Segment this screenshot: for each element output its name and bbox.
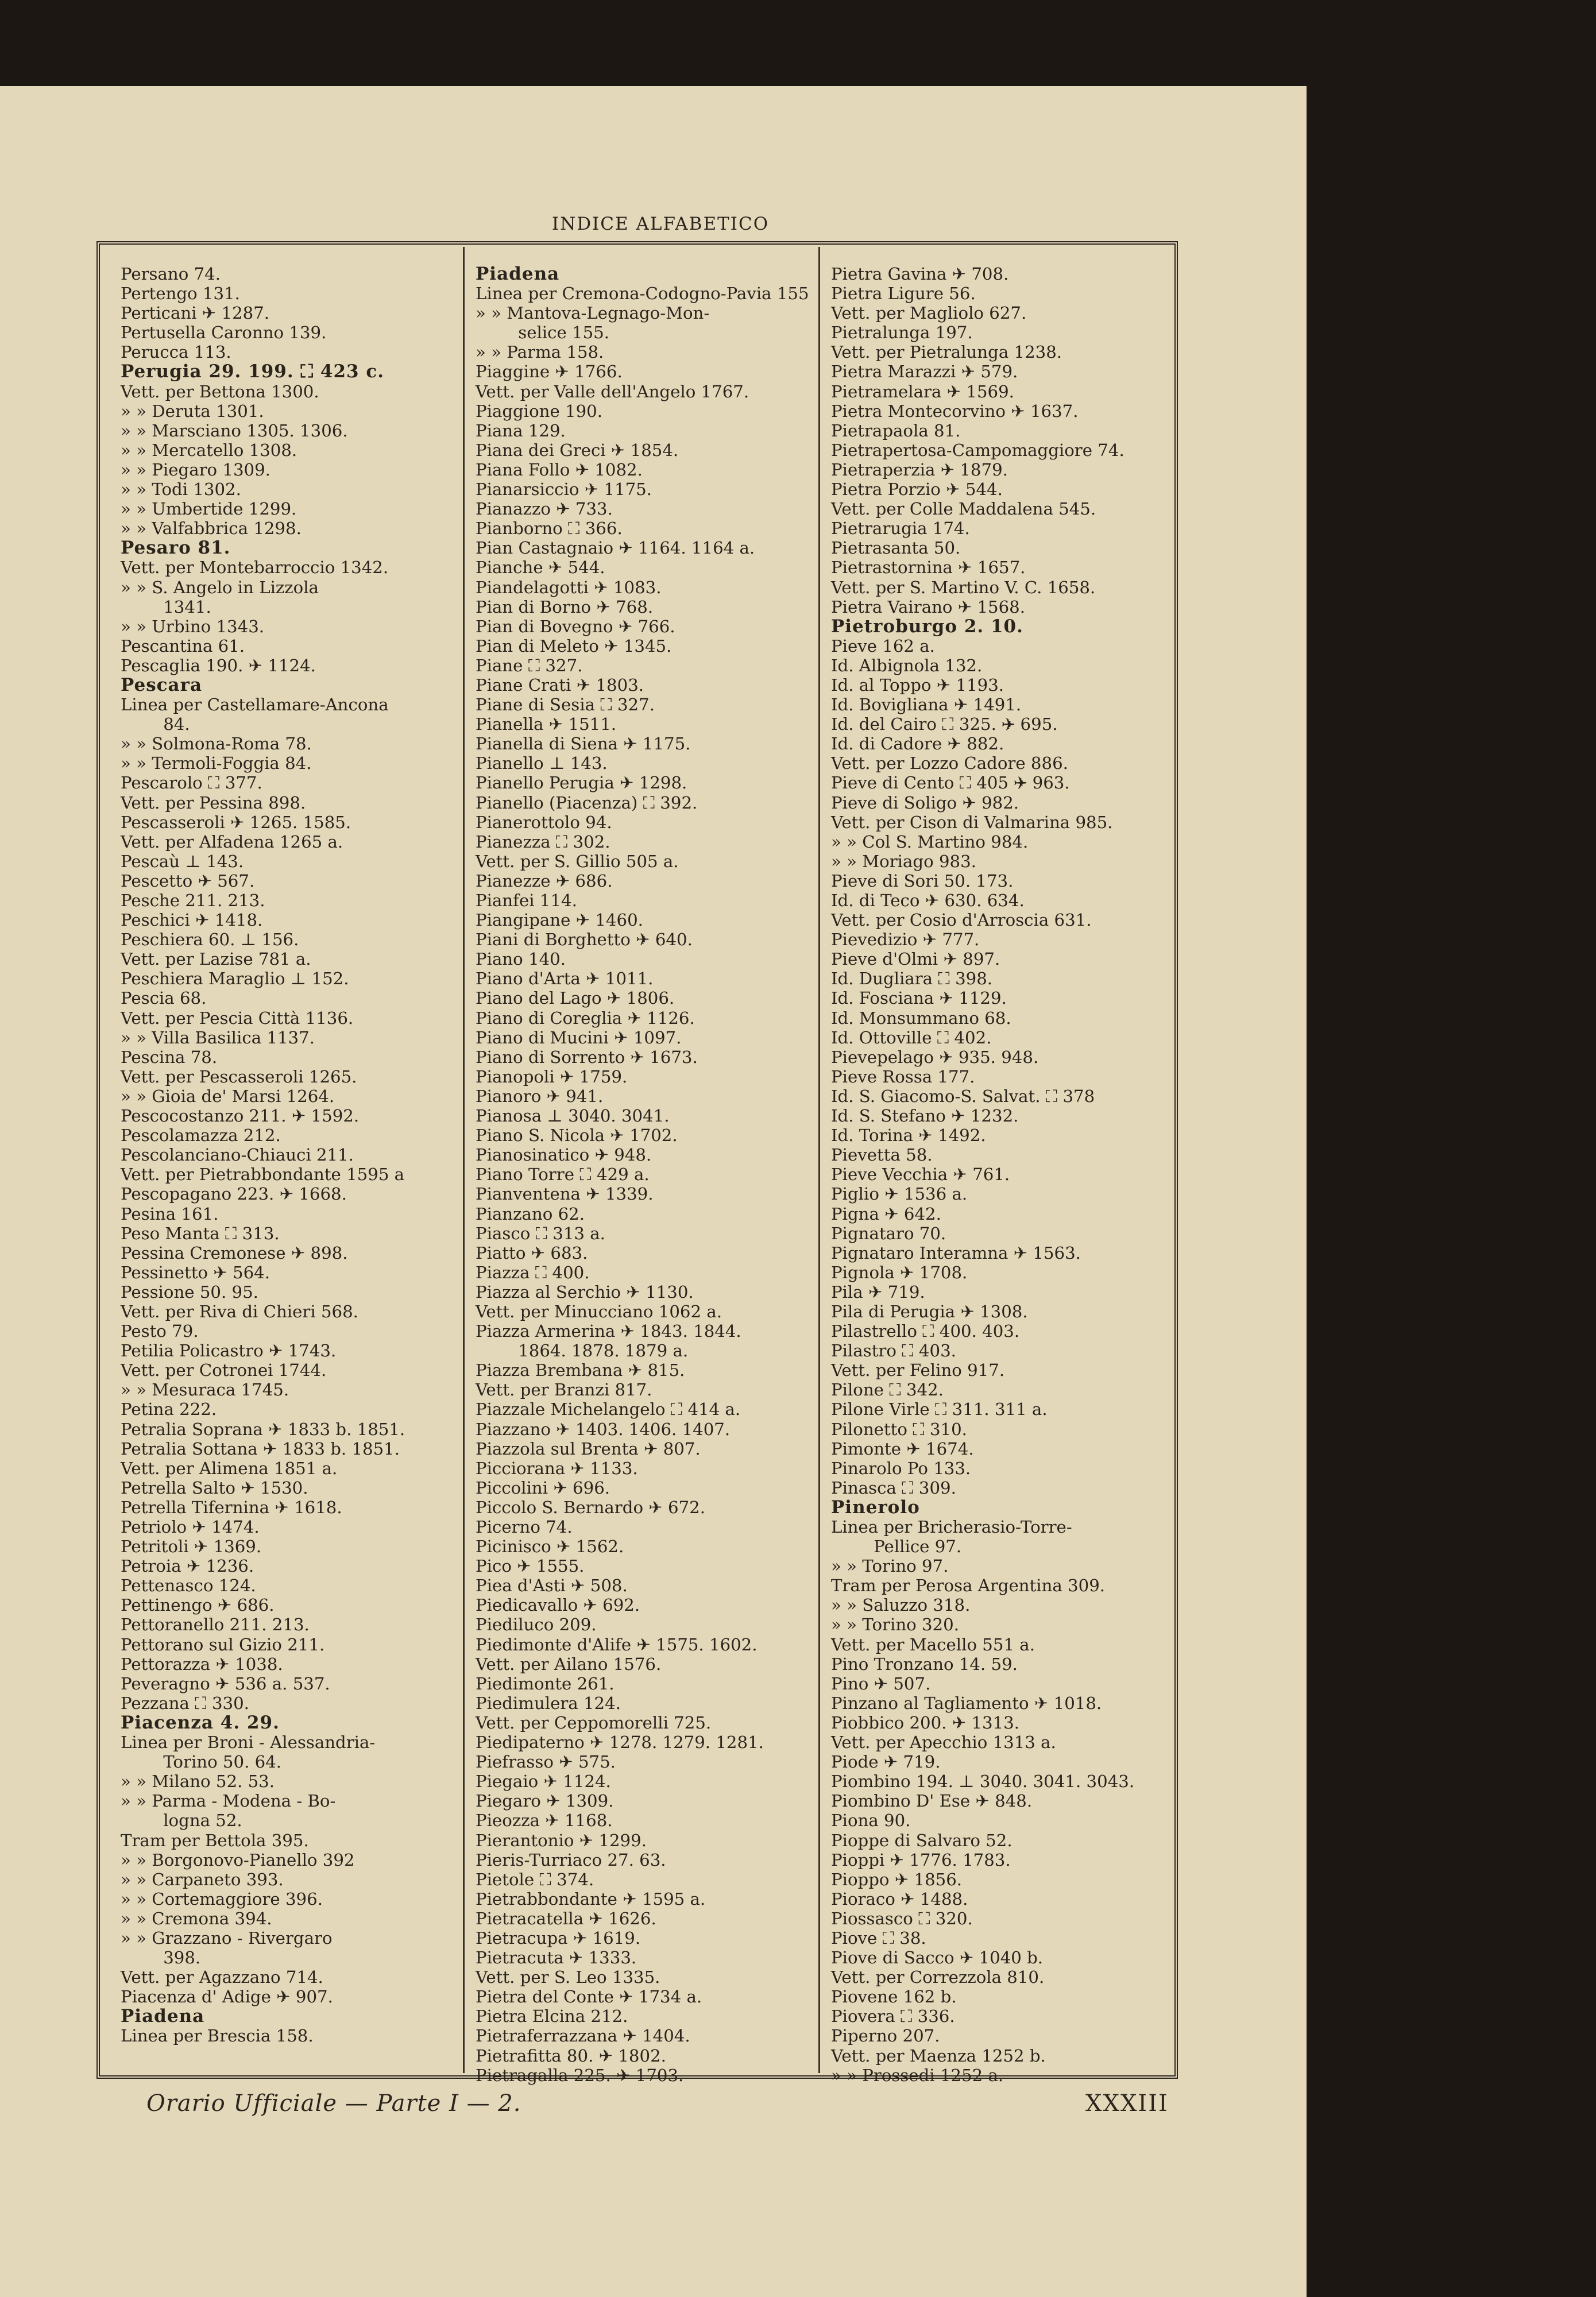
index-entry: Pescolanciano-Chiauci 211. — [121, 1145, 354, 1165]
index-entry: Linea per Cremona-Codogno-Pavia 155 — [476, 284, 809, 304]
index-entry: Pescia 68. — [121, 988, 207, 1008]
index-entry: Pignataro Interamna ✈ 1563. — [831, 1243, 1081, 1263]
index-entry: Id. Albignola 132. — [831, 655, 983, 675]
index-entry: Piazza ⛶ 400. — [476, 1262, 590, 1282]
index-entry: Piazzano ✈ 1403. 1406. 1407. — [476, 1419, 731, 1439]
index-entry: » » Solmona-Roma 78. — [121, 734, 312, 754]
index-entry: Picinisco ✈ 1562. — [476, 1537, 624, 1557]
index-entry: Tram per Bettola 395. — [121, 1830, 309, 1850]
index-entry: Petrella Salto ✈ 1530. — [121, 1478, 308, 1498]
index-entry: Vett. per Alfadena 1265 a. — [121, 832, 343, 852]
index-entry: Pessione 50. 95. — [121, 1282, 258, 1302]
index-entry: Peveragno ✈ 536 a. 537. — [121, 1673, 330, 1693]
index-entry: Piccolo S. Bernardo ✈ 672. — [476, 1497, 706, 1517]
index-entry: Id. Ottoville ⛶ 402. — [831, 1027, 992, 1047]
index-entry: Pesto 79. — [121, 1321, 199, 1341]
index-entry: Pian di Borno ✈ 768. — [476, 597, 654, 617]
index-entry: Linea per Castellamare-Ancona — [121, 695, 389, 715]
index-entry: Pianella ✈ 1511. — [476, 714, 617, 734]
index-entry: Pianarsiccio ✈ 1175. — [476, 479, 652, 500]
index-entry: Vett. per Macello 551 a. — [831, 1634, 1035, 1654]
index-entry: Pianella di Siena ✈ 1175. — [476, 734, 691, 754]
index-entry: Pessinetto ✈ 564. — [121, 1262, 270, 1282]
index-entry: » » Moriago 983. — [831, 851, 976, 871]
index-entry: Pieve Rossa 177. — [831, 1066, 975, 1086]
index-entry: » » Parma - Modena - Bo- — [121, 1791, 336, 1811]
index-entry: » » Umbertide 1299. — [121, 499, 297, 519]
index-entry: Pietracupa ✈ 1619. — [476, 1928, 641, 1948]
index-entry: Pianopoli ✈ 1759. — [476, 1066, 628, 1086]
index-entry: Piana Follo ✈ 1082. — [476, 459, 643, 479]
index-entry: Id. Fosciana ✈ 1129. — [831, 988, 1007, 1008]
index-column-2 — [476, 264, 817, 2085]
index-entry: Pila di Perugia ✈ 1308. — [831, 1301, 1028, 1321]
index-entry: Pettenasco 124. — [121, 1576, 256, 1596]
index-entry: Vett. per Maenza 1252 b. — [831, 2045, 1046, 2066]
index-entry: Pianello Perugia ✈ 1298. — [476, 773, 687, 793]
index-entry: Peso Manta ⛶ 313. — [121, 1223, 280, 1243]
index-entry: Vett. per Minucciano 1062 a. — [476, 1301, 722, 1321]
index-entry: Pianosinatico ✈ 948. — [476, 1145, 652, 1165]
index-entry: Piove di Sacco ✈ 1040 b. — [831, 1948, 1044, 1968]
index-entry: Pioraco ✈ 1488. — [831, 1889, 968, 1909]
index-entry: Piane di Sesia ⛶ 327. — [476, 695, 655, 715]
index-entry: Pietrapertosa-Campomaggiore 74. — [831, 440, 1124, 460]
index-entry: Vett. per Pescia Città 1136. — [121, 1008, 354, 1028]
index-entry: Torino 50. 64. — [121, 1752, 282, 1772]
index-entry: Vett. per Pietralunga 1238. — [831, 342, 1062, 362]
index-entry: Pezzana ⛶ 330. — [121, 1693, 249, 1713]
index-entry: » » Grazzano - Rivergaro — [121, 1928, 333, 1948]
index-entry: » » Milano 52. 53. — [121, 1772, 275, 1792]
index-entry: Piovera ⛶ 336. — [831, 2006, 955, 2027]
index-entry: Pianello (Piacenza) ⛶ 392. — [476, 792, 698, 813]
index-entry: Pianezze ✈ 686. — [476, 871, 613, 891]
footer-title: Orario Ufficiale — Parte I — 2. — [146, 2090, 521, 2117]
index-entry: Piani di Borghetto ✈ 640. — [476, 930, 693, 950]
index-entry: Pesina 161. — [121, 1204, 219, 1224]
index-entry: Pianezza ⛶ 302. — [476, 832, 610, 852]
index-entry: Pietra Marazzi ✈ 579. — [831, 362, 1018, 382]
index-entry: Id. di Cadore ✈ 882. — [831, 734, 1004, 754]
index-entry: Id. di Teco ✈ 630. 634. — [831, 891, 1025, 910]
index-entry: Pietra Porzio ✈ 544. — [831, 479, 1003, 500]
index-entry: Vett. per Pescasseroli 1265. — [121, 1066, 357, 1086]
index-entry: Pietrastornina ✈ 1657. — [831, 558, 1026, 578]
index-entry: Pian di Bovegno ✈ 766. — [476, 616, 675, 636]
index-entry: Pietole ⛶ 374. — [476, 1869, 594, 1889]
index-entry: » » Urbino 1343. — [121, 616, 265, 636]
index-entry: » » Todi 1302. — [121, 479, 241, 500]
index-entry: Pinzano al Tagliamento ✈ 1018. — [831, 1693, 1102, 1713]
index-entry: Pioppe di Salvaro 52. — [831, 1830, 1013, 1850]
index-entry: Peschici ✈ 1418. — [121, 910, 263, 930]
index-entry: Pinarolo Po 133. — [831, 1458, 971, 1478]
index-entry: Petritoli ✈ 1369. — [121, 1537, 262, 1557]
index-entry: Perticani ✈ 1287. — [121, 303, 270, 323]
index-entry: Pianche ✈ 544. — [476, 558, 605, 578]
index-entry: » » Mantova-Legnago-Mon- — [476, 303, 710, 323]
index-entry: Piazza Brembana ✈ 815. — [476, 1360, 685, 1380]
index-entry: Pescantina 61. — [121, 636, 245, 656]
index-entry: Pietra Gavina ✈ 708. — [831, 264, 1009, 284]
index-entry: Pietraperzia ✈ 1879. — [831, 459, 1008, 479]
index-entry: Vett. per Apecchio 1313 a. — [831, 1733, 1056, 1753]
index-entry: Piano del Lago ✈ 1806. — [476, 988, 675, 1008]
index-entry: Piediluco 209. — [476, 1615, 597, 1635]
index-entry: Pietrabbondante ✈ 1595 a. — [476, 1889, 706, 1909]
index-entry: Pioppo ✈ 1856. — [831, 1869, 963, 1889]
index-entry: Pignola ✈ 1708. — [831, 1262, 968, 1282]
index-entry: Vett. per Montebarroccio 1342. — [121, 558, 389, 578]
index-entry: Vett. per Ailano 1576. — [476, 1654, 662, 1674]
index-entry: Pietra Vairano ✈ 1568. — [831, 597, 1026, 617]
index-entry: Pescarolo ⛶ 377. — [121, 773, 262, 793]
index-entry: Piombino 194. ⊥ 3040. 3041. 3043. — [831, 1772, 1135, 1792]
index-entry: Persano 74. — [121, 264, 221, 284]
index-entry: » » Piegaro 1309. — [121, 459, 270, 479]
index-entry: » » Mesuraca 1745. — [121, 1380, 289, 1400]
index-entry: Pellice 97. — [831, 1537, 962, 1557]
index-entry: » » Marsciano 1305. 1306. — [121, 420, 348, 440]
index-entry: Pieve di Soligo ✈ 982. — [831, 792, 1019, 813]
index-entry: Vett. per Cison di Valmarina 985. — [831, 812, 1113, 832]
index-entry: Pietra Montecorvino ✈ 1637. — [831, 401, 1079, 421]
index-entry: Pilonetto ⛶ 310. — [831, 1419, 967, 1439]
index-entry: 1341. — [121, 597, 211, 617]
index-entry: Vett. per Alimena 1851 a. — [121, 1458, 338, 1478]
index-entry: Pescaglia 190. ✈ 1124. — [121, 655, 316, 675]
index-entry: Piegaio ✈ 1124. — [476, 1772, 611, 1792]
index-entry: Pietra Ligure 56. — [831, 284, 976, 304]
index-entry: 84. — [121, 714, 190, 734]
index-entry: Vett. per Bettona 1300. — [121, 381, 319, 401]
index-entry: Vett. per Branzi 817. — [476, 1380, 652, 1400]
index-entry: Pieve 162 a. — [831, 636, 935, 656]
index-entry: Piccolini ✈ 696. — [476, 1478, 610, 1498]
index-entry: » » Col S. Martino 984. — [831, 832, 1029, 852]
index-entry: Linea per Brescia 158. — [121, 2026, 314, 2046]
index-entry: Id. del Cairo ⛶ 325. ✈ 695. — [831, 714, 1058, 734]
index-entry: Pescetto ✈ 567. — [121, 871, 255, 891]
index-entry: Pessina Cremonese ✈ 898. — [121, 1243, 348, 1263]
index-entry: Piana dei Greci ✈ 1854. — [476, 440, 679, 460]
index-entry: » » Carpaneto 393. — [121, 1869, 284, 1889]
index-entry: Piazzale Michelangelo ⛶ 414 a. — [476, 1399, 741, 1420]
index-entry: » » S. Angelo in Lizzola — [121, 577, 319, 597]
index-entry: Piasco ⛶ 313 a. — [476, 1223, 605, 1243]
index-entry: » » Termoli-Foggia 84. — [121, 753, 312, 774]
index-entry: Pianoro ✈ 941. — [476, 1086, 604, 1106]
index-entry: » » Torino 320. — [831, 1615, 959, 1635]
index-entry: » » Cortemaggiore 396. — [121, 1889, 323, 1909]
index-entry: » » Prossedi 1252 a. — [831, 2065, 1004, 2085]
index-entry: Perucca 113. — [121, 342, 231, 362]
index-entry: Pigna ✈ 642. — [831, 1204, 941, 1224]
index-entry: Pietracatella ✈ 1626. — [476, 1908, 656, 1928]
index-entry: » » Valfabbrica 1298. — [121, 519, 302, 539]
index-entry: Pescina 78. — [121, 1047, 218, 1067]
index-entry: Pilone Virle ⛶ 311. 311 a. — [831, 1399, 1048, 1420]
index-entry: » » Cremona 394. — [121, 1908, 272, 1928]
index-entry: Pievedizio ✈ 777. — [831, 930, 980, 950]
index-entry: Id. Bovigliana ✈ 1491. — [831, 695, 1022, 715]
index-entry: Petina 222. — [121, 1399, 217, 1420]
index-entry: Piacenza 4. 29. — [121, 1712, 280, 1733]
index-entry: » » Mercatello 1308. — [121, 440, 297, 460]
index-entry: Vett. per Correzzola 810. — [831, 1967, 1045, 1987]
index-entry: » » Borgonovo-Pianello 392 — [121, 1850, 355, 1870]
index-entry: Pieve Vecchia ✈ 761. — [831, 1165, 1010, 1185]
index-entry: Vett. per Valle dell'Angelo 1767. — [476, 381, 749, 401]
index-entry: Pettinengo ✈ 686. — [121, 1595, 275, 1615]
index-entry: Id. S. Stefano ✈ 1232. — [831, 1106, 1019, 1126]
index-entry: Pesche 211. 213. — [121, 891, 265, 910]
index-entry: Petilia Policastro ✈ 1743. — [121, 1341, 337, 1361]
index-entry: Piacenza d' Adige ✈ 907. — [121, 1987, 333, 2007]
index-entry: Piea d'Asti ✈ 508. — [476, 1576, 628, 1596]
index-entry: Pioppi ✈ 1776. 1783. — [831, 1850, 1011, 1870]
index-entry: Pietrarugia 174. — [831, 519, 970, 539]
index-entry: Piano di Coreglia ✈ 1126. — [476, 1008, 695, 1028]
index-entry: Pianosa ⊥ 3040. 3041. — [476, 1106, 670, 1126]
index-entry: Pescaù ⊥ 143. — [121, 851, 244, 871]
index-entry: Pietramelara ✈ 1569. — [831, 381, 1014, 401]
index-entry: Picerno 74. — [476, 1517, 573, 1537]
index-entry: Vett. per S. Gillio 505 a. — [476, 851, 679, 871]
index-entry: Piano d'Arta ✈ 1011. — [476, 969, 654, 989]
index-entry: Pievepelago ✈ 935. 948. — [831, 1047, 1039, 1067]
index-entry: Piegaro ✈ 1309. — [476, 1791, 614, 1811]
index-entry: Pietrasanta 50. — [831, 538, 961, 558]
index-entry: Pietragalla 225. ✈ 1703. — [476, 2065, 684, 2085]
index-entry: Vett. per Agazzano 714. — [121, 1967, 323, 1987]
index-entry: Pettoranello 211. 213. — [121, 1615, 310, 1635]
index-entry: Pila ✈ 719. — [831, 1282, 925, 1302]
index-entry: Piatto ✈ 683. — [476, 1243, 588, 1263]
index-column-3 — [831, 264, 1164, 2085]
index-entry: 398. — [121, 1948, 201, 1968]
index-entry: » » Villa Basilica 1137. — [121, 1027, 315, 1047]
index-entry: Linea per Bricherasio-Torre- — [831, 1517, 1072, 1537]
index-entry: Id. Torina ✈ 1492. — [831, 1126, 986, 1146]
index-entry: Piano di Sorrento ✈ 1673. — [476, 1047, 698, 1067]
index-entry: Piazza Armerina ✈ 1843. 1844. — [476, 1321, 741, 1341]
index-column-1 — [121, 264, 454, 2062]
index-entry: Piobbico 200. ✈ 1313. — [831, 1712, 1020, 1733]
index-entry: Pino ✈ 507. — [831, 1673, 931, 1693]
index-entry: Pianerottolo 94. — [476, 812, 612, 832]
index-entry: Pietrafitta 80. ✈ 1802. — [476, 2045, 666, 2066]
index-entry: Id. Monsummano 68. — [831, 1008, 1011, 1028]
index-entry: Vett. per Lazise 781 a. — [121, 949, 311, 969]
index-entry: Piaggine ✈ 1766. — [476, 362, 623, 382]
index-entry: Piane ⛶ 327. — [476, 655, 583, 675]
index-entry: Piedimonte d'Alife ✈ 1575. 1602. — [476, 1634, 758, 1654]
index-entry: Id. al Toppo ✈ 1193. — [831, 675, 1004, 695]
index-entry: Pianborno ⛶ 366. — [476, 519, 623, 539]
index-entry: Vett. per Magliolo 627. — [831, 303, 1027, 323]
index-entry: » » Torino 97. — [831, 1556, 949, 1576]
index-entry: logna 52. — [121, 1811, 242, 1831]
index-entry: Pietra del Conte ✈ 1734 a. — [476, 1987, 702, 2007]
index-entry: Pimonte ✈ 1674. — [831, 1438, 974, 1459]
index-entry: Vett. per Lozzo Cadore 886. — [831, 753, 1068, 774]
index-entry: Pinerolo — [831, 1496, 920, 1518]
index-entry: Piano Torre ⛶ 429 a. — [476, 1165, 650, 1185]
column-divider-2 — [818, 247, 820, 2073]
index-entry: Pietracuta ✈ 1333. — [476, 1948, 637, 1968]
index-entry: Piglio ✈ 1536 a. — [831, 1184, 968, 1204]
index-entry: Piazza al Serchio ✈ 1130. — [476, 1282, 694, 1302]
index-entry: » » Saluzzo 318. — [831, 1595, 971, 1615]
index-entry: Pertengo 131. — [121, 284, 240, 304]
index-entry: Id. S. Giacomo-S. Salvat. ⛶ 378 — [831, 1086, 1095, 1106]
index-entry: Pesaro 81. — [121, 537, 231, 559]
index-entry: Petrella Tifernina ✈ 1618. — [121, 1497, 342, 1517]
index-entry: Piossasco ⛶ 320. — [831, 1908, 973, 1928]
index-entry: Pieve di Sori 50. 173. — [831, 871, 1014, 891]
index-entry: » » Deruta 1301. — [121, 401, 264, 421]
index-entry: » » Gioia de' Marsi 1264. — [121, 1086, 335, 1106]
index-entry: Pietrapaola 81. — [831, 420, 961, 440]
index-entry: Pilastro ⛶ 403. — [831, 1341, 956, 1361]
index-entry: Pianazzo ✈ 733. — [476, 499, 613, 519]
index-entry: Tram per Perosa Argentina 309. — [831, 1576, 1106, 1596]
index-entry: Piona 90. — [831, 1811, 911, 1831]
index-entry: Linea per Broni - Alessandria- — [121, 1733, 376, 1753]
index-entry: Piadena — [121, 2006, 205, 2027]
index-entry: Pianzano 62. — [476, 1204, 585, 1224]
index-entry: Pico ✈ 1555. — [476, 1556, 585, 1576]
index-entry: Pian Castagnaio ✈ 1164. 1164 a. — [476, 538, 755, 558]
index-entry: Pieve d'Olmi ✈ 897. — [831, 949, 1000, 969]
index-entry: Pianventena ✈ 1339. — [476, 1184, 654, 1204]
index-entry: Piana 129. — [476, 420, 566, 440]
index-entry: Pietroburgo 2. 10. — [831, 616, 1023, 637]
index-entry: Pescolamazza 212. — [121, 1126, 281, 1146]
index-entry: Piaggione 190. — [476, 401, 602, 421]
index-entry: Piedipaterno ✈ 1278. 1279. 1281. — [476, 1733, 764, 1753]
index-entry: Vett. per S. Leo 1335. — [476, 1967, 660, 1987]
index-entry: Pignataro 70. — [831, 1223, 946, 1243]
index-entry: Pino Tronzano 14. 59. — [831, 1654, 1018, 1674]
index-entry: Piano S. Nicola ✈ 1702. — [476, 1126, 678, 1146]
index-entry: Piode ✈ 719. — [831, 1752, 941, 1772]
index-entry: Piano di Mucini ✈ 1097. — [476, 1027, 682, 1047]
index-entry: Piedimonte 261. — [476, 1673, 615, 1693]
index-entry: Peschiera Maraglio ⊥ 152. — [121, 969, 349, 989]
index-entry: Vett. per Pietrabbondante 1595 a — [121, 1165, 405, 1185]
index-entry: Picciorana ✈ 1133. — [476, 1458, 638, 1478]
index-entry: Vett. per Pessina 898. — [121, 792, 306, 813]
index-entry: Pietralunga 197. — [831, 323, 973, 343]
index-entry: Vett. per Cotronei 1744. — [121, 1360, 327, 1380]
index-entry: Piandelagotti ✈ 1083. — [476, 577, 662, 597]
index-entry: Pettorazza ✈ 1038. — [121, 1654, 283, 1674]
index-entry: Pettorano sul Gizio 211. — [121, 1634, 325, 1654]
index-entry: Piangipane ✈ 1460. — [476, 910, 643, 930]
index-entry: selice 155. — [476, 323, 610, 343]
index-entry: Pilone ⛶ 342. — [831, 1380, 944, 1400]
index-entry: Pescocostanzo 211. ✈ 1592. — [121, 1106, 360, 1126]
index-entry: Pescara — [121, 674, 203, 695]
index-entry: Pietraferrazzana ✈ 1404. — [476, 2026, 690, 2046]
index-entry: Pinasca ⛶ 309. — [831, 1478, 956, 1498]
index-entry: Vett. per Cosio d'Arroscia 631. — [831, 910, 1092, 930]
index-entry: Vett. per S. Martino V. C. 1658. — [831, 577, 1096, 597]
index-entry: 1864. 1878. 1879 a. — [476, 1341, 689, 1361]
index-entry: Pieozza ✈ 1168. — [476, 1811, 613, 1831]
index-entry: Pianfei 114. — [476, 891, 577, 910]
index-entry: Id. Dugliara ⛶ 398. — [831, 969, 993, 989]
index-entry: Pian di Meleto ✈ 1345. — [476, 636, 672, 656]
index-entry: Pieve di Cento ⛶ 405 ✈ 963. — [831, 773, 1070, 793]
index-entry: Pescasseroli ✈ 1265. 1585. — [121, 812, 351, 832]
index-entry: Piperno 207. — [831, 2026, 940, 2046]
index-entry: Piano 140. — [476, 949, 566, 969]
index-entry: Petralia Sottana ✈ 1833 b. 1851. — [121, 1438, 400, 1459]
index-entry: Piadena — [476, 264, 560, 284]
running-header: INDICE ALFABETICO — [551, 214, 770, 234]
index-entry: Piedicavallo ✈ 692. — [476, 1595, 640, 1615]
index-entry: Pierantonio ✈ 1299. — [476, 1830, 647, 1850]
index-entry: Pertusella Caronno 139. — [121, 323, 327, 343]
index-entry: Petriolo ✈ 1474. — [121, 1517, 260, 1537]
index-entry: Piazzola sul Brenta ✈ 807. — [476, 1438, 701, 1459]
index-entry: Vett. per Colle Maddalena 545. — [831, 499, 1096, 519]
index-entry: Petralia Soprana ✈ 1833 b. 1851. — [121, 1419, 405, 1439]
index-entry: » » Parma 158. — [476, 342, 604, 362]
index-entry: Piedimulera 124. — [476, 1693, 621, 1713]
index-entry: Piombino D' Ese ✈ 848. — [831, 1791, 1033, 1811]
index-entry: Piane Crati ✈ 1803. — [476, 675, 644, 695]
index-entry: Peschiera 60. ⊥ 156. — [121, 930, 299, 950]
index-entry: Petroia ✈ 1236. — [121, 1556, 254, 1576]
index-entry: Vett. per Felino 917. — [831, 1360, 1005, 1380]
index-entry: Pescopagano 223. ✈ 1668. — [121, 1184, 347, 1204]
index-entry: Pietra Elcina 212. — [476, 2006, 628, 2027]
index-entry: Perugia 29. 199. ⛶ 423 c. — [121, 361, 385, 382]
index-entry: Pievetta 58. — [831, 1145, 933, 1165]
index-entry: Piove ⛶ 38. — [831, 1928, 926, 1948]
index-entry: Vett. per Ceppomorelli 725. — [476, 1712, 712, 1733]
index-entry: Pieris-Turriaco 27. 63. — [476, 1850, 666, 1870]
index-entry: Piefrasso ✈ 575. — [476, 1752, 616, 1772]
page-number: XXXIII — [1085, 2090, 1169, 2117]
index-entry: Vett. per Riva di Chieri 568. — [121, 1301, 358, 1321]
index-entry: Piovene 162 b. — [831, 1987, 957, 2007]
column-divider-1 — [463, 247, 465, 2073]
index-entry: Pianello ⊥ 143. — [476, 753, 608, 774]
index-entry: Pilastrello ⛶ 400. 403. — [831, 1321, 1020, 1341]
